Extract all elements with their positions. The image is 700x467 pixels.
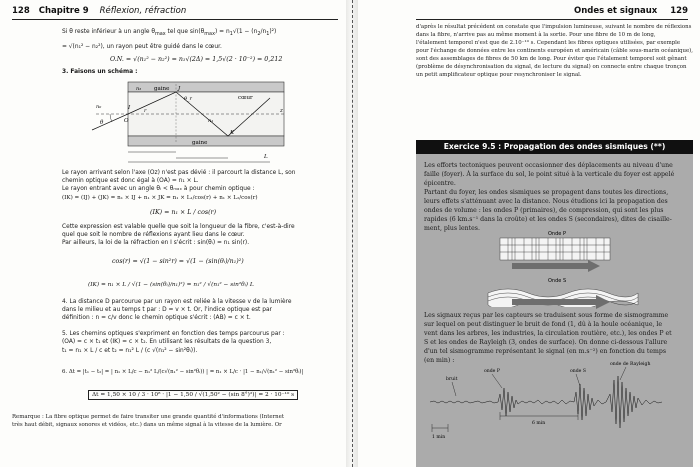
- exercise-title: Exercice 9.5 : Propagation des ondes sismiques (**): [416, 140, 693, 154]
- right-intro-line4: pour l'échange de données entre les continents européen et américain (câble sous-marin océanique),: [416, 48, 693, 54]
- book-gutter: [346, 0, 358, 467]
- onde-p-grid: [500, 238, 610, 260]
- diagram-label-k: K: [230, 130, 235, 136]
- left-para-3-line2: quel que soit le nombre de réflexions ayant lieu dans le cœur.: [62, 232, 245, 238]
- item-4-line1: 4. La distance D parcourue par un rayon est reliée à la vitesse v de la lumière: [62, 299, 292, 305]
- diagram-label-n1: n₁: [208, 118, 214, 124]
- seis-label-onde-s: onde S: [570, 369, 586, 374]
- left-para-1-line2: = √(n₁² − n₂²), un rayon peut être guidé dans le cœur.: [62, 44, 222, 50]
- onde-p-label: Onde P: [548, 231, 566, 237]
- remark-line1: Remarque : La fibre optique permet de faire transiter une grande quantité d'informations (Internet: [12, 414, 284, 420]
- ex-para3-line6: (en min) :: [424, 357, 455, 364]
- ex-para1-line3: épicentre.: [424, 180, 456, 187]
- diagram-label-j: J: [178, 86, 181, 92]
- gaine-top: [128, 82, 284, 92]
- ex-para3-line3: vent dans les arbres, les industries, la circulation routière, etc.), les ondes P et: [424, 330, 672, 337]
- seis-6min-label: 6 min: [532, 421, 546, 426]
- rayleigh-pointer: [620, 367, 626, 380]
- onde-s-pointer: [576, 374, 580, 386]
- ex-para1-line2: faille (foyer). À la surface du sol, le point situé à la verticale du foyer est appelé: [424, 171, 675, 178]
- left-para-3-line1: Cette expression est valable quelle que soit la longueur de la fibre, c'est-à-dire: [62, 224, 295, 230]
- gutter-line: [352, 0, 353, 467]
- left-running-head: [12, 6, 186, 16]
- ex-para2-line2: leurs effets s'atténuant avec la distance. Nous étudions ici la propagation des: [424, 198, 668, 205]
- item-3-title: 3. Faisons un schéma :: [62, 69, 138, 75]
- right-intro-line3: l'étalement temporel n'est que de 2.10⁻¹⁰ s. Cependant les fibres optiques utilisées, par exemple: [416, 40, 681, 46]
- ex-para2-line5: ment, plus lentes.: [424, 225, 480, 232]
- onde-s-label: Onde S: [548, 278, 567, 284]
- left-para-1: Si θ reste inférieur à un angle $\theta_{max}$ tel que $\sin(\theta_{max}) = n_1√(1 - (n_2/n_1)^2)$: [62, 29, 277, 38]
- onde-s-arrow: [512, 295, 610, 309]
- item-6-numeric: [88, 392, 298, 398]
- diagram-label-i: I: [128, 105, 131, 111]
- item-5-line1: 5. Les chemins optiques s'expriment en fonction des temps parcourus par :: [62, 331, 285, 337]
- diagram-label-theta: θ: [100, 120, 104, 126]
- eq-cos: cos(r) = √(1 − sin²r) = √(1 − (sin(θᵢ)/n₁)²): [112, 258, 244, 265]
- right-intro-line5: sont des assemblages de fibres de 50 km de long. Pour éviter que l'étalement temporel soit gênant: [416, 56, 687, 62]
- item-6-equation: 6. Δt = |t₁ − t₂| = | n₁ × L/c − n₁² L/(c√(n₁² − sin²θᵢ)) | = n₁ × L/c · |1 − n₁/√(n₁² − sin²θᵢ)|: [62, 369, 304, 375]
- ex-para3-line5: d'un tel sismogramme représentant le signal (en m.s⁻²) en fonction du temps: [424, 348, 667, 355]
- onde-p-pointer: [492, 374, 502, 388]
- diagram-label-z: z: [280, 108, 283, 114]
- right-intro-line1: d'après le résultat précédent on constate que l'impulsion lumineuse, suivant le nombre de réflexions: [416, 24, 692, 30]
- seis-label-rayleigh: onde de Rayleigh: [610, 362, 651, 367]
- left-para-2-line2: chemin optique est donc égal à (OA) = n₁ × L.: [62, 178, 199, 184]
- right-intro-line6: (problème de désynchronisation du signal, de lecture du signal) on connecte entre chaque tronçon: [416, 64, 687, 70]
- right-chapter-title: Ondes et signaux: [573, 6, 658, 16]
- right-page-number: 129: [670, 6, 688, 16]
- seis-1min-label: 1 min: [432, 435, 446, 440]
- diagram-label-o: O: [124, 118, 129, 124]
- left-chapter: Chapitre 9: [38, 6, 89, 16]
- diagram-label-theta-r: θ_r: [184, 96, 192, 102]
- ex-para3-line1: Les signaux reçus par les capteurs se traduisent sous forme de sismogramme: [424, 312, 669, 319]
- ex-para1-line1: Les efforts tectoniques peuvent occasionner des déplacements au niveau d'une: [424, 162, 673, 169]
- right-running-head: [574, 6, 688, 16]
- right-intro-line2: dans la fibre, n'arrive pas au même moment à la sortie. Pour une fibre de 10 m de long,: [416, 32, 656, 38]
- diagram-label-n0: n₀: [96, 104, 102, 110]
- left-page-number: 128: [12, 6, 30, 16]
- ex-para3-line4: S et les ondes de Rayleigh (3, ondes de surface). On donne ci-dessous l'allure: [424, 339, 668, 346]
- left-chapter-title: Réflexion, réfraction: [99, 6, 187, 16]
- right-intro-line7: un petit amplificateur optique pour resynchroniser le signal.: [416, 72, 582, 78]
- on-equation: O.N. = √(n₁² − n₂²) = n₁√(2Δ) = 1,5√(2 · 10⁻²) = 0,212: [110, 56, 283, 63]
- item-4-line3: définition : n = c/v donc le chemin optique s'écrit : (AB) = c × t.: [62, 315, 251, 321]
- diagram-label-r: r: [144, 108, 147, 114]
- seismogram-trace: [430, 376, 662, 428]
- seismogram: [420, 358, 688, 444]
- ex-para3-line2: sur lequel on peut distinguer le bruit de fond (1, dû à la houle océanique, le: [424, 321, 663, 328]
- left-para-2-line1: Le rayon arrivant selon l'axe (Oz) n'est pas dévié : il parcourt la distance L, son: [62, 170, 296, 176]
- left-para-3-line3: Par ailleurs, la loi de la réfraction en I s'écrit : sin(θᵢ) = n₁ sin(r).: [62, 240, 250, 246]
- seis-label-onde-p: onde P: [484, 369, 500, 374]
- item-4-line2: dans le milieu et au temps t par : D = v × t. Or, l'indice optique est par: [62, 307, 272, 313]
- item-5-line3: t₁ = n₁ × L / c et t₂ = n₁² L / (c √(n₁² − sin²θᵢ)).: [62, 348, 198, 354]
- ex-para2-line4: rapides (6 km.s⁻¹ dans la croûte) et les ondes S (secondaires), dites de cisaille-: [424, 216, 672, 223]
- diagram-label-gaine-top: gaine: [154, 86, 170, 92]
- diagram-label-n2: n₂: [136, 86, 142, 92]
- diagram-label-coeur: cœur: [238, 95, 253, 101]
- eq-ij: (IK) = (IJ) + (JK) = n₁ × IJ + n₁ × JK = n₁ × L₁/cos(r) + n₁ × L₂/cos(r): [62, 195, 258, 201]
- seis-label-bruit: bruit: [446, 377, 458, 382]
- eq-ik: (IK) = n₁ × L / cos(r): [150, 209, 217, 216]
- right-header-rule: [416, 19, 688, 20]
- optical-fiber-diagram: [88, 78, 288, 164]
- bruit-pointer: [452, 382, 456, 396]
- theta-arc: [110, 114, 112, 122]
- onde-p-arrow: [512, 260, 600, 272]
- item-5-line2: (OA) = c × t₁ et (IK) = c × t₂. En utilisant les résultats de la question 3,: [62, 339, 272, 345]
- eq-ik2: (IK) = n₁ × L / √(1 − (sin(θᵢ)/n₁)²) = n₁² / √(n₁² − sin²θᵢ) L: [88, 282, 254, 288]
- diagram-label-gaine-bottom: gaine: [192, 140, 208, 146]
- left-header-rule: [12, 19, 338, 20]
- diagram-label-l: L: [264, 154, 268, 160]
- item-6-result-box: Δt = 1,50 × 10 / 3 · 10⁸ · |1 − 1,50 / √(1,50² − (sin 8°)²)| = 2 · 10⁻¹⁰ s: [88, 390, 298, 400]
- left-para-2-line3: Le rayon entrant avec un angle θᵢ < θₘₐₓ à pour chemin optique :: [62, 186, 255, 192]
- ex-para2-line1: Partant du foyer, les ondes sismiques se propagent dans toutes les directions,: [424, 189, 669, 196]
- remark-line2: très haut débit, signaux sonores et vidéos, etc.) dans un même signal à la vitesse de la lumière. Or: [12, 422, 282, 428]
- onde-s-arrow-svg: [510, 294, 620, 310]
- ex-para2-line3: ondes de volume : les ondes P (primaires), de compression, qui sont les plus: [424, 207, 664, 214]
